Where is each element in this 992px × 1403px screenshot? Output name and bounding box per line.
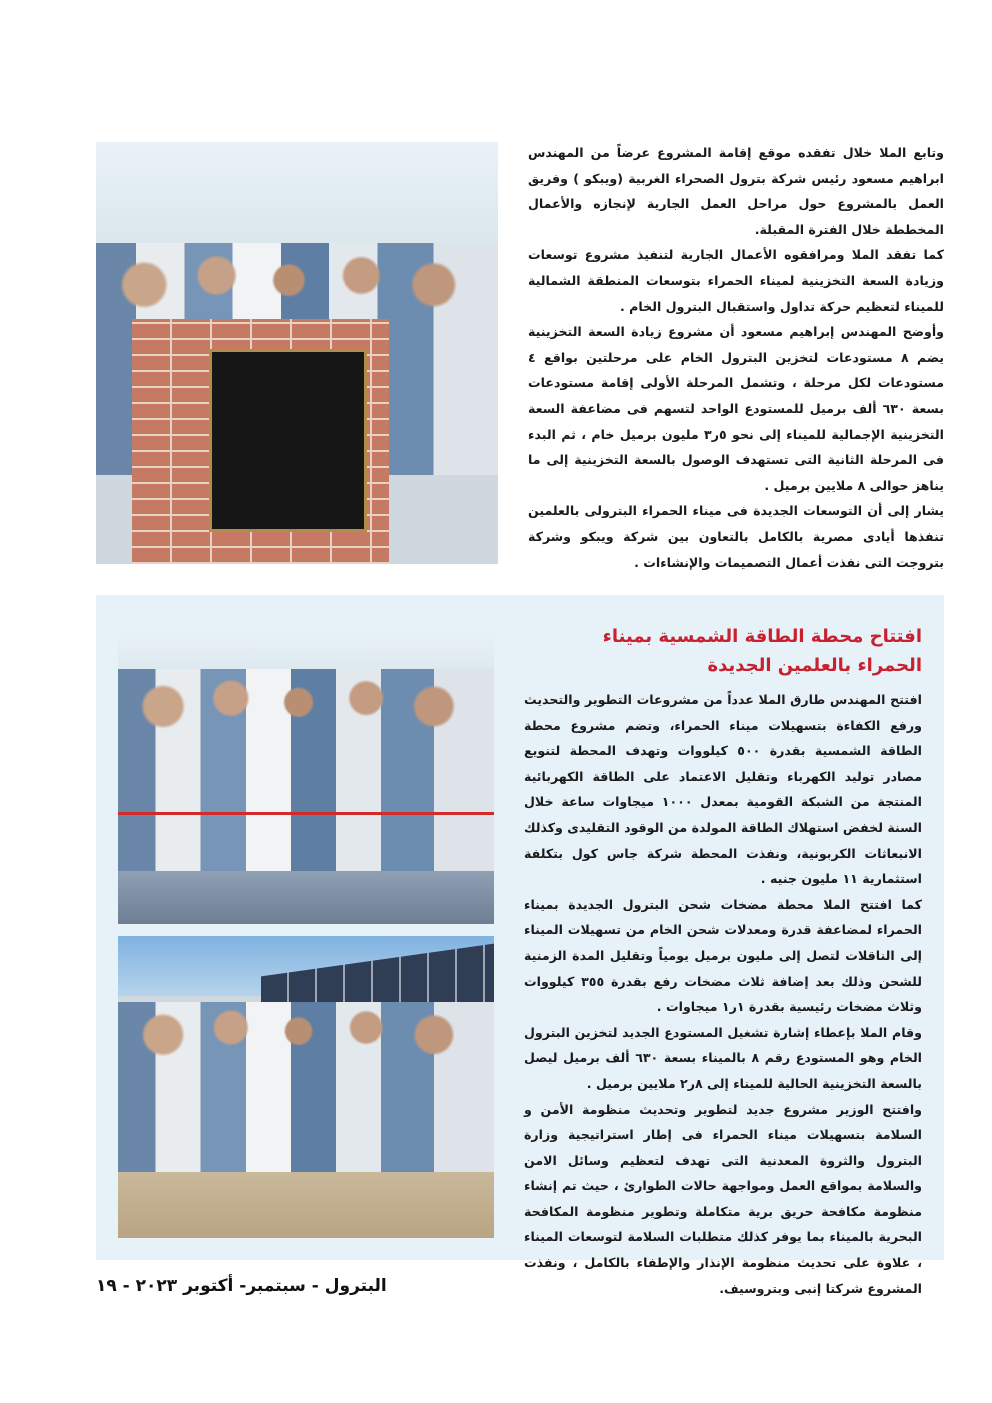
solar-article	[524, 687, 922, 1301]
solar-article-paragraph: افتتح المهندس طارق الملا عدداً من مشروعات التطوير والتحديث ورفع الكفاءة بتسهيلات ميناء الحمراء، وتضم مشروع محطة الطاقة الشمسية بقدرة ٥٠٠ كيلووات وتهدف المحطة لتنويع مصادر توليد الكهرباء وتقليل الاعتماد على الطاقة الكهربائية المنتجة من الشبكة القومية بمعدل ١٠٠٠ ميجاوات ساعة خلال السنة لخفض استهلاك الطاقة المولدة من الوقود التقليدى وكذلك الانبعاثات الكربونية، ونفذت المحطة شركة جاس كول بتكلفة استثمارية ١١ مليون جنيه .	[524, 692, 923, 887]
commemorative-plaque	[209, 349, 368, 532]
top-article-paragraph: يشار إلى أن التوسعات الجديدة فى ميناء الحمراء البترولى بالعلمين تنفذها أيادى مصرية بالكامل بالتعاون بين شركة ويبكو وشركة بتروجت التى نفذت أعمال التصميمات والإنشاءات .	[528, 503, 944, 570]
foundation-stone-photo	[96, 142, 498, 564]
top-article-paragraph: وأوضح المهندس إبراهيم مسعود أن مشروع زيادة السعة التخزينية يضم ٨ مستودعات لتخزين البترول الخام على مرحلتين بواقع ٤ مستودعات لكل مرحلة ، وتشمل المرحلة الأولى إقامة مستودعات بسعة ٦٣٠ ألف برميل للمستودع الواحد لتسهم فى مضاعفة السعة التخزينية الإجمالية للميناء إلى نحو ٥ر٣ مليون برميل خام ، ثم البدء فى المرحلة الثانية التى تستهدف الوصول بالسعة التخزينية إلى ما يناهز حوالى ٨ ملايين برميل .	[528, 324, 944, 493]
photo-ground	[118, 1172, 494, 1238]
solar-article-paragraph: كما افتتح الملا محطة مضخات شحن البترول الجديدة بميناء الحمراء لمضاعفة قدرة ومعدلات شحن الخام من تسهيلات الميناء إلى الناقلات لتصل إلى مليون برميل يومياً وتقليل المدة الزمنية للشحن وذلك بعد إضافة ثلاث مضخات رفع بقدرة ٣٥٥ كيلووات وثلاث مضخات رئيسية بقدرة ١ر١ ميجاوات .	[524, 896, 922, 1015]
top-article-paragraph: كما تفقد الملا ومرافقوه الأعمال الجارية لتنفيذ مشروع توسعات وزيادة السعة التخزينية لميناء الحمراء بتوسعات المنطقة الشمالية للميناء لتعظيم حركة تداول واستقبال البترول الخام .	[528, 247, 944, 314]
solar-article-headline: افتتاح محطة الطاقة الشمسية بميناء الحمراء بالعلمين الجديدة	[602, 626, 922, 676]
solar-panels-photo	[118, 936, 494, 1238]
photo-crowd	[118, 669, 494, 876]
photo-crowd	[118, 1002, 494, 1183]
photo-ground	[118, 871, 494, 924]
top-article-paragraph: وتابع الملا خلال تفقده موقع إقامة المشروع عرضاً من المهندس ابراهيم مسعود رئيس شركة بترول الصحراء الغربية (ويبكو ) وفريق العمل بالمشروع حول مراحل العمل الجارية لإنجازه والأعمال المخططة خلال الفترة المقبلة.	[528, 145, 944, 237]
solar-article-paragraph: وقام الملا بإعطاء إشارة تشغيل المستودع الجديد لتخزين البترول الخام وهو المستودع رقم ٨ بالميناء بسعة ٦٣٠ ألف برميل ليصل بالسعة التخزينية الحالية للميناء إلى ٨ر٢ ملايين برميل .	[524, 1024, 922, 1091]
red-ribbon	[118, 812, 494, 815]
solar-article-paragraph: وافتتح الوزير مشروع جديد لتطوير وتحديث منظومة الأمن و السلامة بتسهيلات ميناء الحمراء فى إطار استراتيجية وزارة البترول والثروة المعدنية التى تهدف لتعظيم وسائل الامن والسلامة بمواقع العمل ومواجهة حالات الطوارئ ، حيث تم إنشاء منظومة مكافحة حريق برية متكاملة وتطوير منظومة المكافحة البحرية بالميناء بما يوفر كذلك متطلبات السلامة لتوسعات الميناء ، علاوة على تحديث منظومة الإنذار والإطفاء بالكامل ، ونفذت المشروع شركتا إنبى وبتروسيف.	[524, 1101, 922, 1296]
top-article	[528, 140, 944, 575]
page-footer: البترول - سبتمبر- أكتوبر ٢٠٢٣ - ١٩	[96, 1276, 387, 1296]
ribbon-cutting-photo	[118, 628, 494, 924]
